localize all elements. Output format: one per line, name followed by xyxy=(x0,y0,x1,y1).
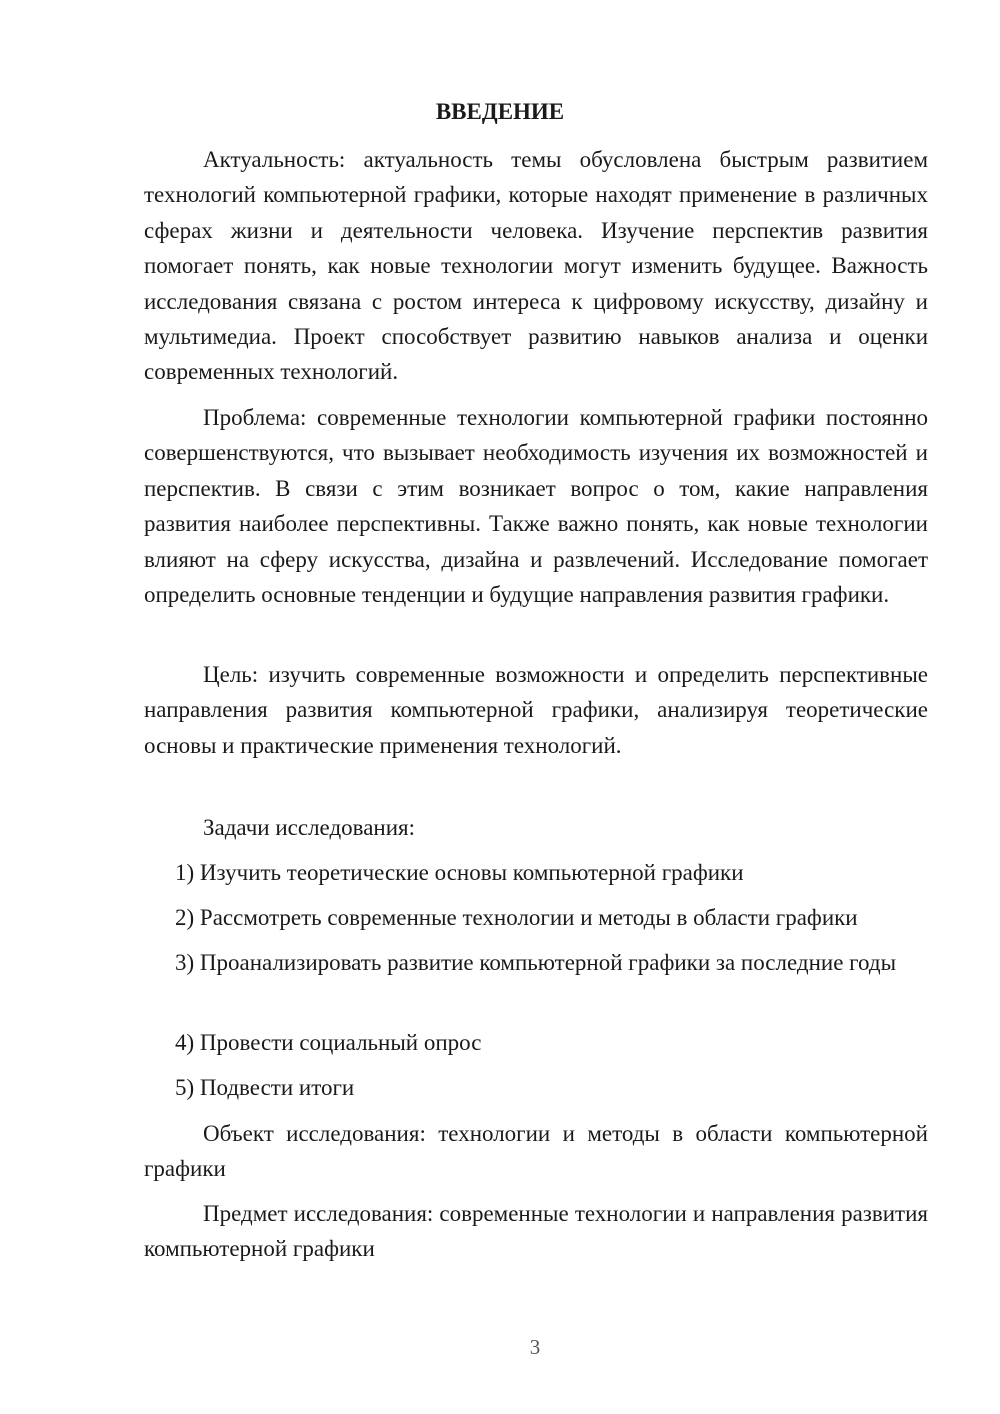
tasks-heading: Задачи исследования: xyxy=(203,815,416,840)
task-item-5: 5) Подвести итоги xyxy=(175,1075,355,1100)
subject-paragraph: Предмет исследования: современные технологии и направления развития компьютерной графики xyxy=(144,1201,928,1262)
task-item-3: 3) Проанализировать развитие компьютерной графики за последние годы xyxy=(175,950,897,975)
page-number: 3 xyxy=(529,1335,541,1359)
page-title: ВВЕДЕНИЕ xyxy=(435,99,565,124)
task-item-1: 1) Изучить теоретические основы компьютерной графики xyxy=(175,860,744,885)
object-paragraph: Объект исследования: технологии и методы в области компьютерной графики xyxy=(144,1121,928,1182)
task-item-4: 4) Провести социальный опрос xyxy=(175,1030,482,1055)
relevance-paragraph: Актуальность: актуальность темы обусловлена быстрым развитием технологий компьютерной графики, которые находят применение в различных сферах жизни и деятельности человека. Изучение перспектив развития помогает понять, как новые технологии могут изменить будущее. Важность исследования связана с ростом интереса к цифровому искусству, дизайну и мультимедиа. Проект способствует развитию навыков анализа и оценки современных технологий. xyxy=(144,147,928,385)
goal-paragraph: Цель: изучить современные возможности и определить перспективные направления развития компьютерной графики, анализируя теоретические основы и практические применения технологий. xyxy=(144,662,928,758)
task-item-2: 2) Рассмотреть современные технологии и методы в области графики xyxy=(175,905,858,930)
problem-paragraph: Проблема: современные технологии компьютерной графики постоянно совершенствуются, что вызывает необходимость изучения их возможностей и перспектив. В связи с этим возникает вопрос о том, какие направления развития наиболее перспективны. Также важно понять, как новые технологии влияют на сферу искусства, дизайна и развлечений. Исследование помогает определить основные тенденции и будущие направления развития графики. xyxy=(144,405,928,608)
